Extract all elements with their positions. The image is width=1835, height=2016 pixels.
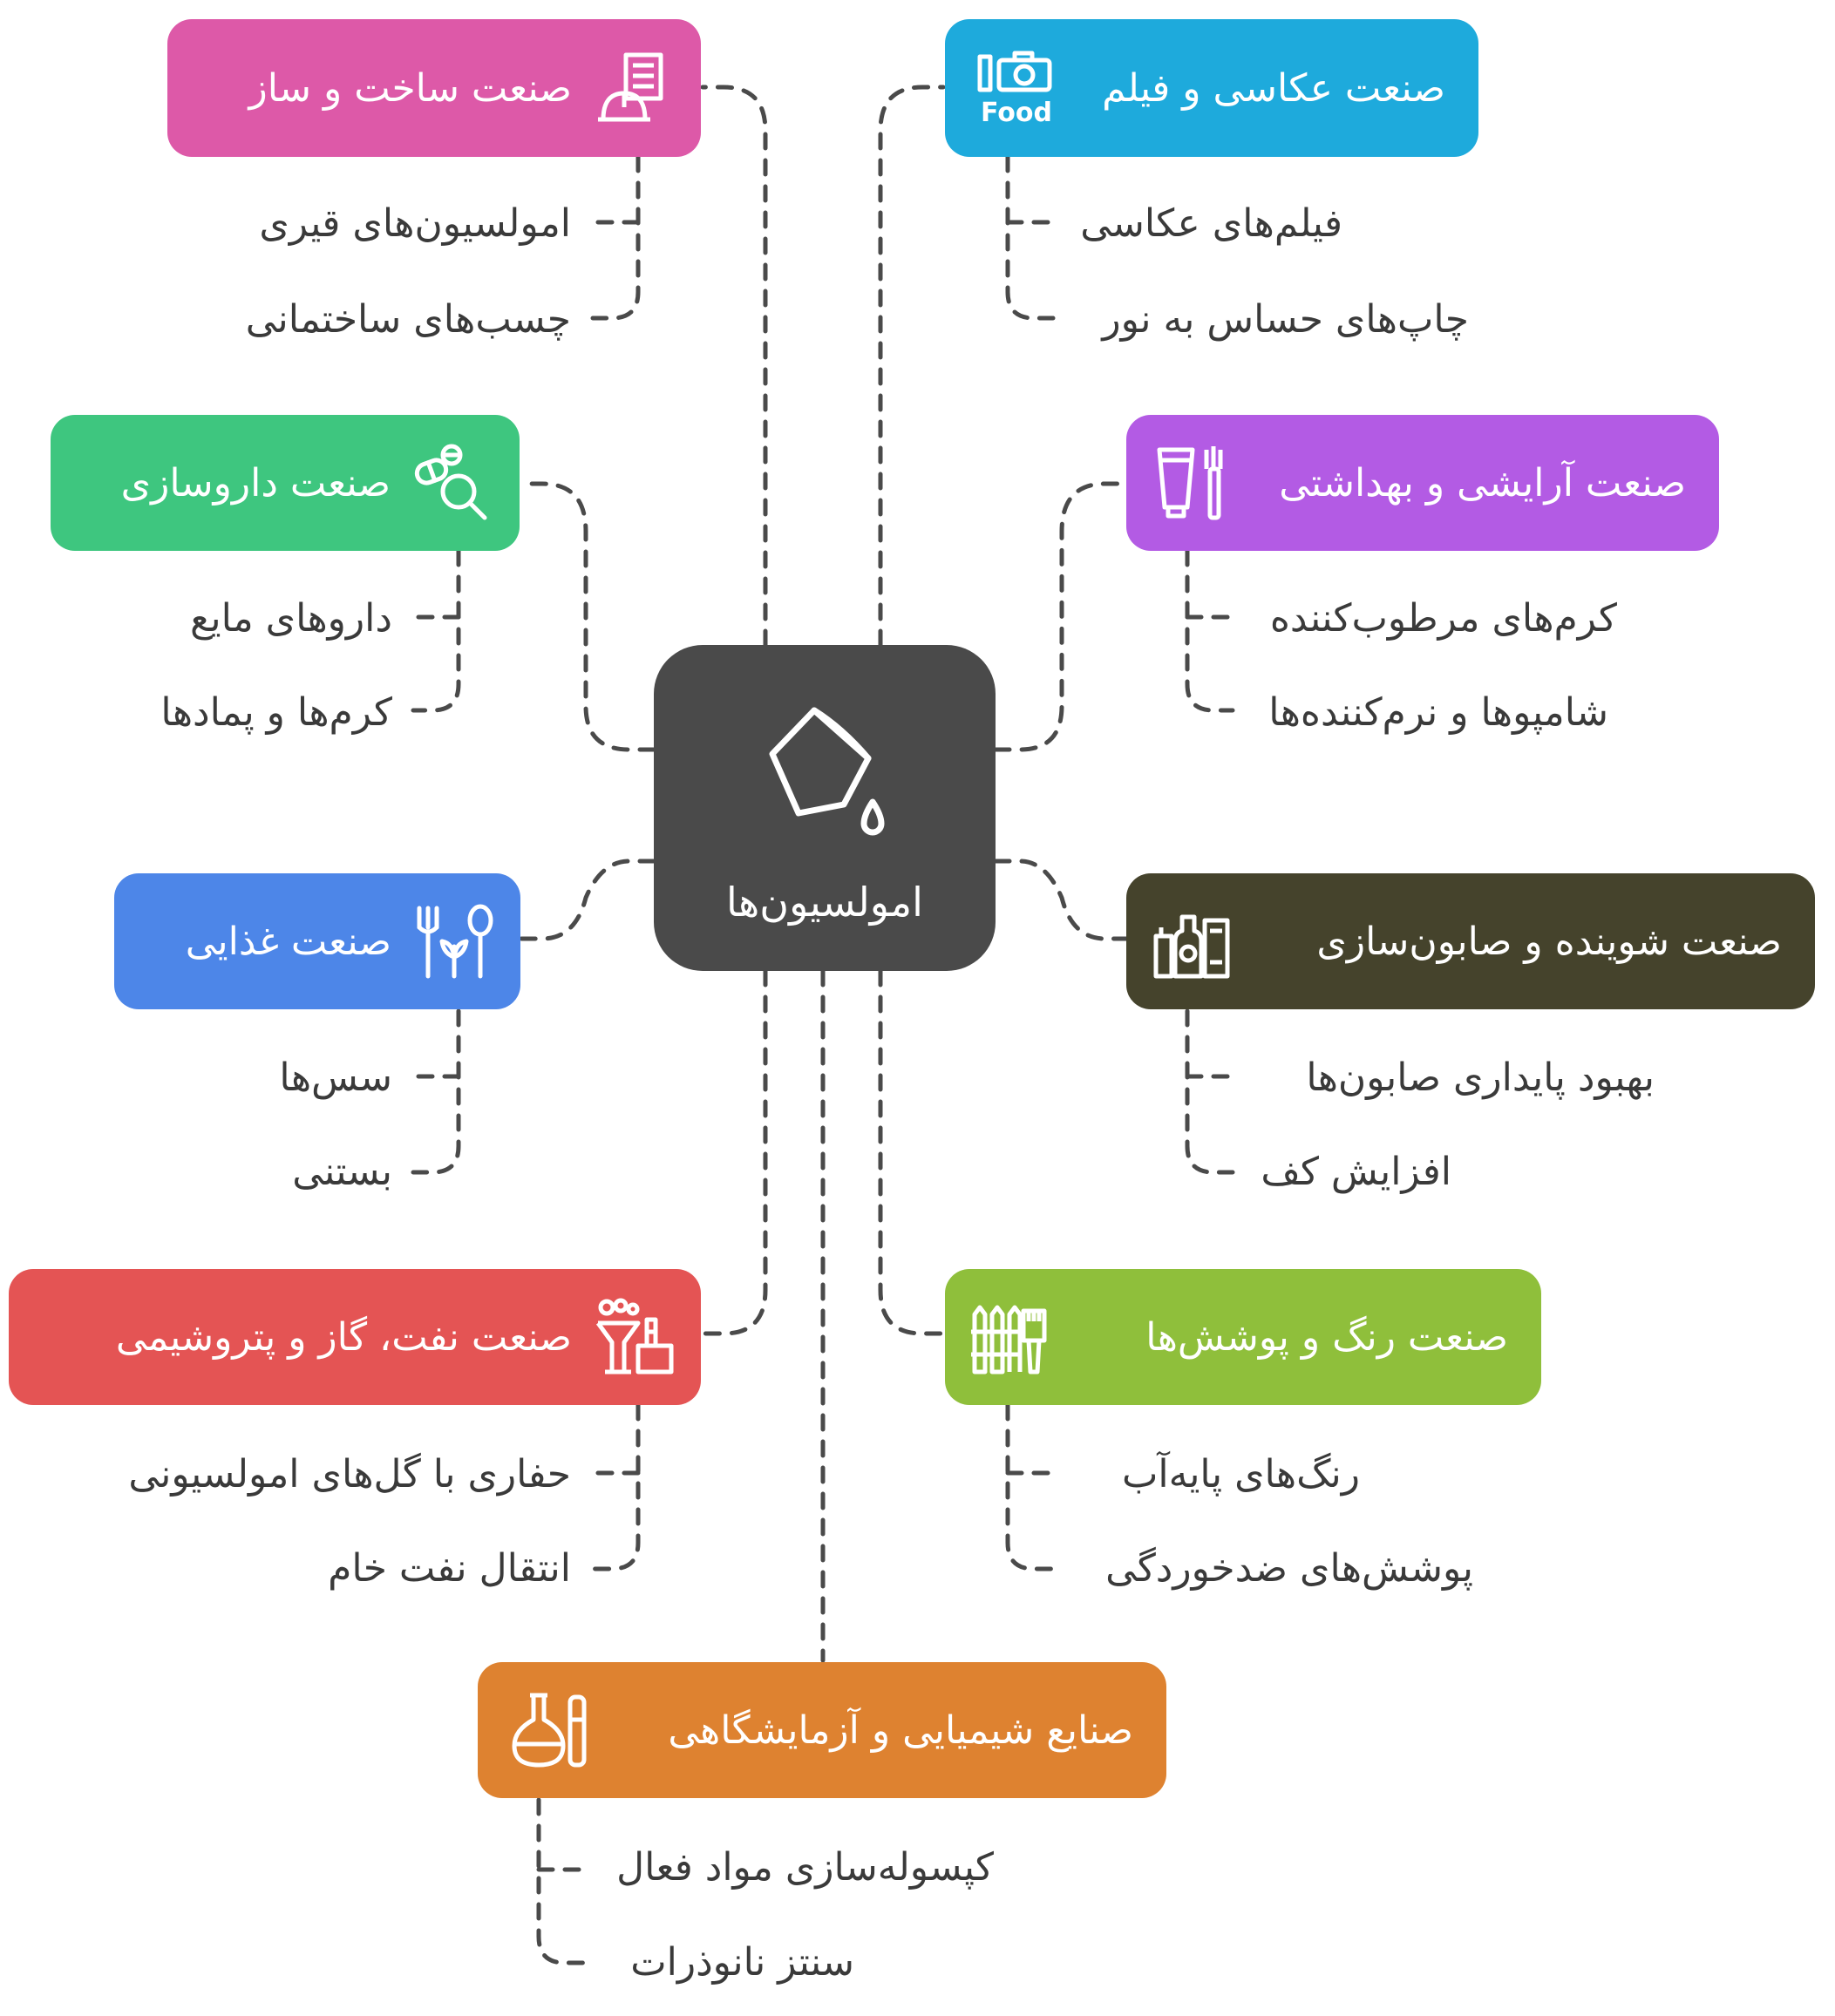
category-oil[interactable] [9, 1269, 701, 1405]
category-cosmetics[interactable] [1126, 415, 1719, 551]
paintbrush-fence-icon [971, 1297, 1051, 1377]
refinery-icon [595, 1297, 675, 1377]
list-item: کپسوله‌سازی مواد فعال [616, 1845, 994, 1890]
camera-food-icon [976, 48, 1057, 128]
list-item: بهبود پایداری صابون‌ها [1306, 1056, 1655, 1100]
list-item: کرم‌ها و پمادها [160, 690, 392, 735]
category-title: صنایع شیمیایی و آزمایشگاهی [668, 1707, 1133, 1753]
list-item: داروهای مایع [190, 596, 392, 641]
list-item: چاپ‌های حساس به نور [1102, 297, 1469, 342]
list-item: انتقال نفت خام [328, 1546, 571, 1591]
list-item: کرم‌های مرطوب‌کننده [1269, 596, 1617, 641]
category-paint[interactable] [945, 1269, 1541, 1405]
svg-text:Food: Food [981, 98, 1052, 128]
flask-icon [509, 1690, 589, 1770]
connector-paint [880, 971, 943, 1334]
building-icon [595, 48, 675, 128]
pills-magnifier-icon [413, 443, 493, 523]
category-title: صنعت داروسازی [120, 460, 391, 506]
category-food[interactable] [114, 873, 520, 1009]
list-item: سنتز نانوذرات [630, 1940, 854, 1985]
list-item: افزایش کف [1261, 1150, 1451, 1194]
tube-toothbrush-icon [1152, 443, 1233, 523]
list-item: امولسیون‌های قیری [259, 201, 571, 246]
list-item: فیلم‌های عکاسی [1080, 201, 1342, 246]
connector-construction [703, 87, 765, 645]
list-item: حفاری با گل‌های امولسیونی [128, 1452, 571, 1497]
list-item: چسب‌های ساختمانی [245, 297, 571, 342]
category-title: صنعت ساخت و ساز [248, 65, 572, 111]
category-title: صنعت شوینده و صابون‌سازی [1316, 919, 1782, 964]
connector-cosmetics [996, 484, 1126, 750]
category-construction[interactable] [167, 19, 701, 157]
category-title: صنعت رنگ و پوشش‌ها [1145, 1314, 1508, 1360]
center-label: امولسیون‌ها [726, 879, 923, 926]
list-item: شامپوها و نرم‌کننده‌ها [1268, 690, 1608, 735]
connector-photo [880, 87, 943, 645]
category-title: صنعت نفت، گاز و پتروشیمی [115, 1314, 572, 1360]
list-item: بستنی [292, 1150, 392, 1194]
bottles-icon [1152, 901, 1233, 981]
category-photo[interactable] [945, 19, 1478, 157]
fork-spoon-leaf-icon [414, 901, 494, 981]
category-detergent[interactable] [1126, 873, 1815, 1009]
list-item: پوشش‌های ضدخوردگی [1105, 1546, 1473, 1591]
list-item: سس‌ها [279, 1056, 392, 1100]
category-chemical[interactable] [478, 1662, 1166, 1798]
connector-detergent [996, 861, 1126, 939]
category-title: صنعت غذایی [185, 919, 391, 964]
pouring-cup-icon [746, 693, 903, 867]
connector-pharma [521, 484, 654, 750]
connector-food [521, 861, 654, 939]
connector-oil [703, 971, 765, 1334]
category-pharma[interactable] [51, 415, 520, 551]
category-title: صنعت عکاسی و فیلم [1102, 65, 1445, 111]
list-item: رنگ‌های پایه‌آب [1121, 1452, 1360, 1497]
center-node-emulsions [654, 645, 996, 971]
category-title: صنعت آرایشی و بهداشتی [1279, 460, 1686, 506]
